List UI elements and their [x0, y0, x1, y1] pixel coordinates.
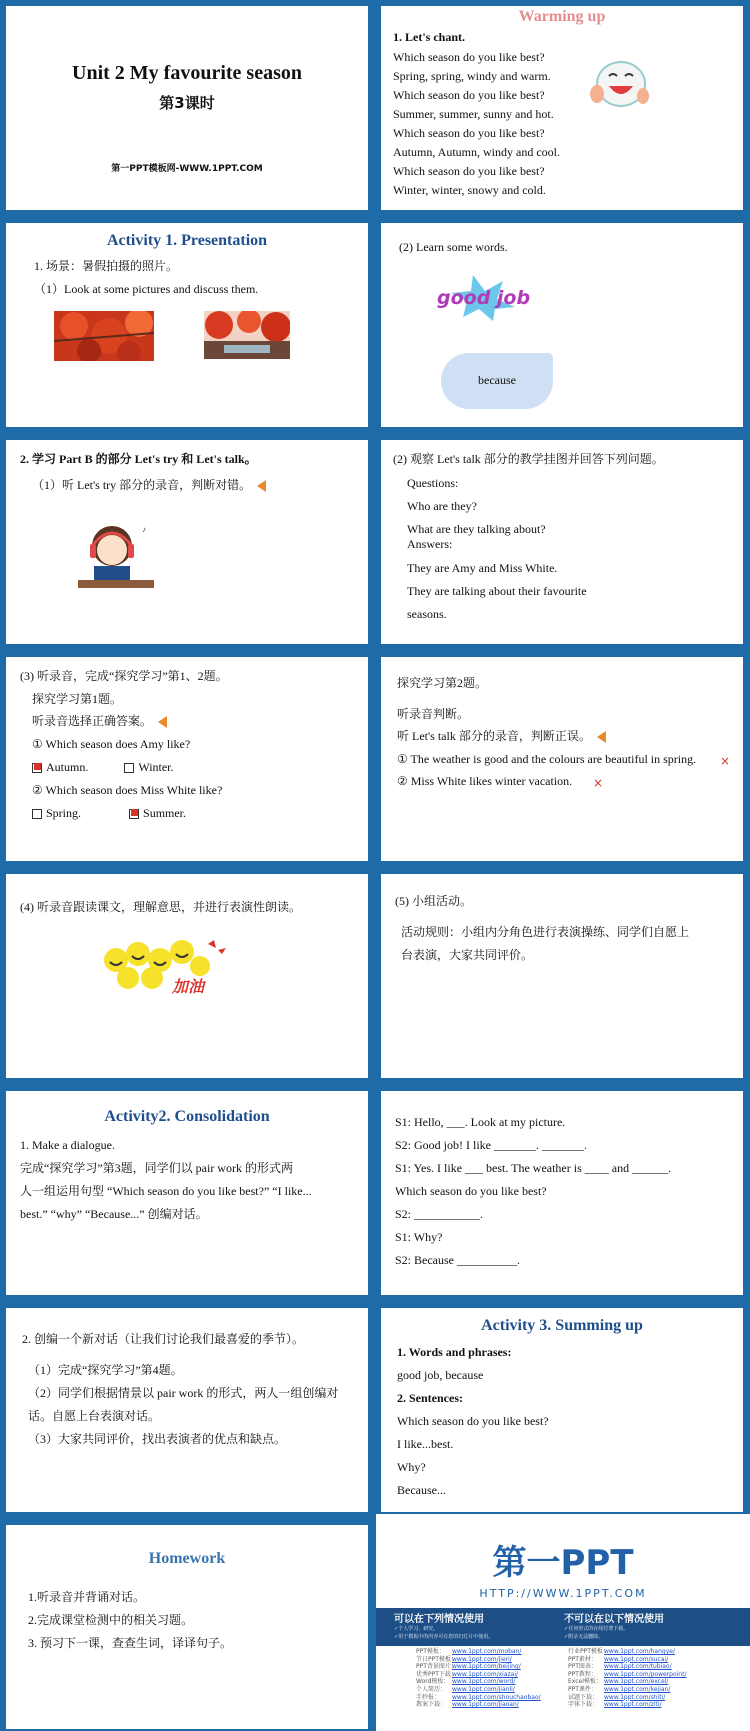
slide-credits	[376, 1514, 750, 1731]
wrong-mark-icon: ×	[720, 754, 731, 768]
new-dialogue-line: 话。自愿上台表演对话。	[28, 1409, 161, 1423]
credit-link-row	[416, 1648, 576, 1656]
checkbox-summer[interactable]	[129, 809, 139, 819]
question-2: ② Which season does Miss White like?	[32, 783, 223, 797]
option-spring: Spring.	[46, 806, 82, 820]
credit-link-row	[568, 1686, 728, 1694]
credit-link-label: 教案下载：	[416, 1701, 447, 1709]
speaker-icon[interactable]	[257, 480, 266, 492]
lets-try-text: （1）听 Let's try 部分的录音，判断对错。	[32, 478, 252, 492]
credit-link[interactable]: www.1ppt.com/moban/	[452, 1648, 522, 1655]
summing-up-sentence: Which season do you like best?	[397, 1414, 549, 1428]
option-winter: Winter.	[138, 760, 174, 774]
question-1: ① Which season does Amy like?	[32, 737, 191, 751]
autumn-photo-2	[204, 311, 290, 359]
speaker-icon[interactable]	[597, 731, 606, 743]
credit-link-label: 个人简历：	[416, 1685, 447, 1693]
chant-line: Autumn, Autumn, windy and cool.	[393, 145, 560, 159]
homework-item: 3. 预习下一课，查查生词，译译句子。	[28, 1636, 233, 1650]
explore-2-instruction: 听 Let's talk 部分的录音，判断正误。	[397, 729, 591, 743]
slide-explore-2	[381, 657, 743, 861]
slide-learn-words	[381, 223, 743, 427]
slide-group-activity	[381, 874, 743, 1078]
explore-2-judge: 听录音判断。	[397, 707, 470, 721]
credit-link[interactable]: www.1ppt.com/jiaoan/	[452, 1701, 519, 1709]
option-summer: Summer.	[143, 806, 187, 820]
credit-link-label: Excel模板：	[568, 1678, 602, 1686]
dialogue-line: S2: ___________.	[395, 1207, 484, 1221]
credit-link-label: PPT背景图片：	[416, 1663, 457, 1671]
credit-link[interactable]: www.1ppt.com/powerpoint/	[604, 1670, 687, 1678]
slide-title-subtitle: 第3课时	[159, 94, 215, 112]
homework-item: 1.听录音并背诵对话。	[28, 1590, 146, 1604]
credit-link-row	[568, 1678, 728, 1686]
qa-line: seasons.	[407, 607, 447, 621]
speaker-icon[interactable]	[158, 716, 167, 728]
credit-link[interactable]: www.1ppt.com/tubiao/	[604, 1663, 672, 1671]
explore-1-label: 探究学习第1题。	[32, 692, 123, 706]
chant-heading: 1. Let's chant.	[393, 30, 465, 44]
credit-link-row	[568, 1701, 728, 1709]
credit-link-label: 行业PPT模板：	[568, 1648, 609, 1655]
qa-line: Questions:	[407, 476, 459, 490]
homework-title: Homework	[148, 1550, 226, 1567]
consolidation-title: Activity2. Consolidation	[104, 1108, 270, 1125]
checkbox-spring[interactable]	[32, 809, 42, 819]
disallowed-title: 不可以在以下情况使用	[564, 1614, 664, 1625]
because-word: because	[478, 373, 516, 387]
question-2-options	[32, 806, 186, 821]
dialogue-line: S1: Hello, ___. Look at my picture.	[395, 1115, 566, 1129]
credit-link-label: PPT图表：	[568, 1663, 597, 1671]
summing-up-sentence: Because...	[397, 1483, 446, 1497]
summing-up-heading-2: 2. Sentences:	[397, 1391, 463, 1405]
new-dialogue-line: （2）同学们根据情景以 pair work 的形式，两人一组创编对	[28, 1386, 339, 1400]
qa-line: Answers:	[407, 537, 453, 551]
links-left	[416, 1648, 576, 1709]
credit-link-label: 节日PPT模板：	[416, 1655, 457, 1663]
slide-read-aloud	[6, 874, 368, 1078]
credit-link[interactable]: www.1ppt.com/jieri/	[452, 1655, 512, 1663]
credit-link-label: 试题下载：	[568, 1693, 599, 1701]
checkbox-winter[interactable]	[124, 763, 134, 773]
credit-link[interactable]: www.1ppt.com/ziti/	[604, 1701, 662, 1709]
dialogue-line: S1: Yes. I like ___ best. The weather is ____ and ______.	[395, 1161, 672, 1175]
statement-1: ① The weather is good and the colours are beautiful in spring.	[397, 752, 697, 766]
new-dialogue-line: （3）大家共同评价，找出表演者的优点和缺点。	[28, 1432, 287, 1446]
explore-2-instruction-row	[397, 729, 606, 744]
dialogue-line: S2: Good job! I like _______. _______.	[395, 1138, 587, 1152]
learn-words-line: (2) Learn some words.	[399, 240, 508, 254]
chant-line: Winter, winter, snowy and cold.	[393, 183, 546, 197]
good-job-word: good job	[437, 287, 531, 309]
credit-link-row	[416, 1686, 576, 1694]
svg-text:♪: ♪	[142, 525, 146, 534]
cheering-faces-art	[100, 938, 230, 1010]
chant-line: Which season do you like best?	[393, 164, 545, 178]
links-right	[568, 1648, 728, 1709]
qa-line: They are talking about their favourite	[407, 584, 587, 598]
slide-title-footer: 第一PPT模板网-WWW.1PPT.COM	[111, 164, 263, 174]
credit-link[interactable]: www.1ppt.com/kejian/	[604, 1685, 671, 1693]
credit-link-label: 手抄报：	[416, 1693, 441, 1701]
summing-up-sentence: I like...best.	[397, 1437, 454, 1451]
credit-link-label: PPT教程：	[568, 1670, 597, 1678]
presentation-title: Activity 1. Presentation	[106, 232, 268, 249]
credit-link-label: PPT模板：	[416, 1648, 445, 1655]
dialogue-line: S1: Why?	[395, 1230, 443, 1244]
chant-line: Spring, spring, windy and warm.	[393, 69, 551, 83]
summing-up-heading-1: 1. Words and phrases:	[397, 1345, 512, 1359]
credit-link-row	[416, 1701, 576, 1709]
summing-up-title: Activity 3. Summing up	[481, 1317, 643, 1334]
credit-link[interactable]: www.1ppt.com/word/	[452, 1678, 516, 1686]
credit-link[interactable]: www.1ppt.com/sucai/	[604, 1655, 669, 1663]
option-autumn: Autumn.	[46, 760, 89, 774]
credit-link-label: PPT课件：	[568, 1685, 597, 1693]
slide-lets-try	[6, 440, 368, 644]
chant-line: Which season do you like best?	[393, 126, 545, 140]
slide-warming-up	[381, 6, 743, 210]
slide-explore-1	[6, 657, 368, 861]
explore-1-instruction: 听录音选择正确答案。	[32, 714, 153, 728]
chant-line: Which season do you like best?	[393, 88, 545, 102]
explore-1-instruction-row	[32, 714, 167, 729]
presentation-line-1: 1. 场景：暑假拍摄的照片。	[34, 259, 179, 273]
credit-link[interactable]: www.1ppt.com/excel/	[604, 1678, 669, 1686]
slide-title-heading: Unit 2 My favourite season	[72, 62, 302, 84]
qa-line: They are Amy and Miss White.	[407, 561, 558, 575]
credit-link[interactable]: www.1ppt.com/shouchaobao/	[452, 1693, 541, 1701]
credit-link-label: Word模板：	[416, 1678, 450, 1686]
group-activity-title: (5) 小组活动。	[395, 894, 472, 908]
consolidation-line: 人一组运用句型 “Which season do you like best?” “I like...	[20, 1184, 312, 1198]
slide-new-dialogue	[6, 1308, 368, 1512]
checkbox-autumn[interactable]	[32, 763, 42, 773]
questions-intro: (2) 观察 Let's talk 部分的教学挂图并回答下列问题。	[393, 452, 664, 466]
allowed-note: ✓个人学习、研究。	[394, 1626, 439, 1632]
credit-link[interactable]: www.1ppt.com/shiti/	[604, 1693, 666, 1701]
slide-homework	[6, 1525, 368, 1729]
disallowed-note: ✓任何形式的在线付费下载。	[564, 1626, 629, 1632]
statement-2: ② Miss White likes winter vacation.	[397, 774, 573, 788]
girl-with-headphones-art	[76, 520, 166, 595]
new-dialogue-line: （1）完成“探究学习”第4题。	[28, 1363, 183, 1377]
chant-line: Which season do you like best?	[393, 50, 545, 64]
smiling-face-icon	[589, 56, 649, 112]
question-1-options	[32, 760, 174, 775]
brand-logo: 第一PPT	[492, 1543, 634, 1583]
slide-dialogue	[381, 1091, 743, 1295]
cheer-text: 加油	[172, 977, 205, 996]
dialogue-line: S2: Because __________.	[395, 1253, 520, 1267]
credit-link-row	[416, 1663, 576, 1671]
allowed-title: 可以在下列情况使用	[394, 1614, 484, 1625]
slide-lets-talk-questions	[381, 440, 743, 644]
slide-presentation	[6, 223, 368, 427]
brand-url: HTTP://WWW.1PPT.COM	[479, 1587, 647, 1600]
credit-link[interactable]: www.1ppt.com/jianli/	[452, 1685, 515, 1693]
credit-link-row	[568, 1648, 728, 1656]
presentation-line-2: （1）Look at some pictures and discuss them.	[34, 282, 259, 296]
read-aloud-line: (4) 听录音跟读课文，理解意思，并进行表演性朗读。	[20, 900, 301, 914]
disallowed-note: ✓附录无法删除。	[564, 1634, 604, 1640]
warming-up-header: Warming up	[518, 8, 606, 25]
explore-2-label: 探究学习第2题。	[397, 676, 488, 690]
credit-link[interactable]: www.1ppt.com/beijing/	[452, 1663, 521, 1671]
summing-up-words: good job, because	[397, 1368, 484, 1382]
consolidation-line: 完成“探究学习”第3题，同学们以 pair work 的形式两	[20, 1161, 293, 1175]
summing-up-sentence: Why?	[397, 1460, 426, 1474]
allowed-note: ✓用于模板中的内容可在您的幻灯片中使用。	[394, 1634, 494, 1640]
new-dialogue-line: 2. 创编一个新对话（让我们讨论我们最喜爱的季节）。	[22, 1332, 305, 1346]
lets-try-line	[32, 478, 266, 493]
qa-line: What are they talking about?	[407, 522, 546, 536]
credit-link-label: 字体下载：	[568, 1701, 599, 1709]
qa-line: Who are they?	[407, 499, 477, 513]
explore-1-intro: (3) 听录音，完成“探究学习”第1、2题。	[20, 669, 228, 683]
dialogue-line: Which season do you like best?	[395, 1184, 547, 1198]
slide-summing-up	[381, 1308, 743, 1512]
autumn-photo-1	[54, 311, 154, 361]
lets-try-title: 2. 学习 Part B 的部分 Let's try 和 Let's talk。	[20, 452, 257, 466]
slide-consolidation	[6, 1091, 368, 1295]
credit-link[interactable]: www.1ppt.com/xiazai/	[452, 1670, 519, 1678]
credit-link-label: PPT素材：	[568, 1655, 597, 1663]
slide-title	[6, 6, 368, 210]
consolidation-line: 1. Make a dialogue.	[20, 1138, 115, 1152]
credit-link-row	[568, 1663, 728, 1671]
group-activity-rules-1: 活动规则：小组内分角色进行表演操练、同学们自愿上	[401, 925, 690, 939]
consolidation-line: best.” “why” “Because...” 创编对话。	[20, 1207, 208, 1221]
homework-item: 2.完成课堂检测中的相关习题。	[28, 1613, 194, 1627]
chant-line: Summer, summer, sunny and hot.	[393, 107, 554, 121]
group-activity-rules-2: 台表演，大家共同评价。	[401, 948, 534, 962]
wrong-mark-icon: ×	[593, 776, 604, 790]
credit-link-label: 优秀PPT下载：	[416, 1670, 457, 1678]
credit-link[interactable]: www.1ppt.com/hangye/	[604, 1648, 675, 1655]
credit-link-row	[416, 1678, 576, 1686]
